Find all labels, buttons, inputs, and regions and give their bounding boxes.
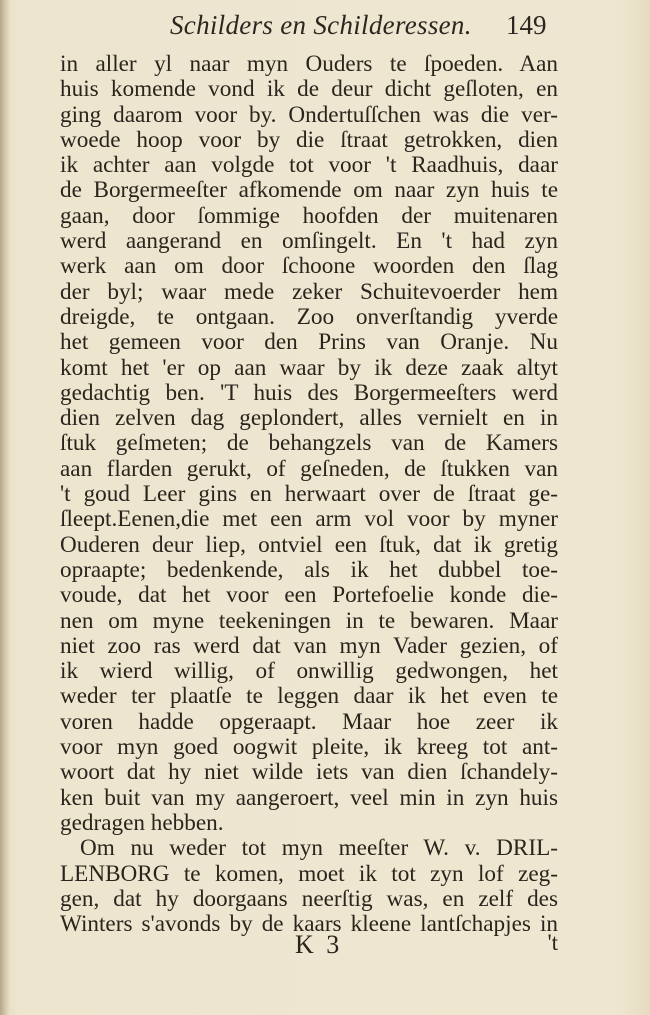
text-line: gedachtig ben. 'T huis des Borgermeeſters werd	[60, 380, 558, 406]
text-line: Ouderen deur liep, ontviel een ſtuk, dat ik gretig	[60, 532, 558, 558]
binding-shadow	[0, 0, 10, 1015]
text-line: woede hoop voor by die ſtraat getrokken, dien	[60, 127, 558, 153]
text-line: werk aan om door ſchoone woorden den ſlag	[60, 254, 558, 280]
text-line: het gemeen voor den Prins van Oranje. Nu	[60, 330, 558, 356]
text-line: komt het 'er op aan waar by ik deze zaak altyt	[60, 355, 558, 381]
text-line: huis komende vond ik de deur dicht geſloten, en	[60, 77, 558, 103]
text-line: opraapte; bedenkende, als ik het dubbel toe-	[60, 557, 558, 583]
text-line: 't goud Leer gins en herwaart over de ſtraat ge-	[60, 482, 558, 508]
page-header	[60, 8, 560, 48]
text-line: ik wierd willig, of onwillig gedwongen, het	[60, 659, 558, 685]
text-line: Winters s'avonds by de kaars kleene lantſchapjes in	[60, 912, 558, 938]
catchword: 't	[547, 930, 558, 955]
text-line: LENBORG te komen, moet ik tot zyn lof zeg-	[60, 861, 558, 887]
signature-mark: K 3	[295, 930, 343, 959]
text-line: ſleept.Eenen,die met een arm vol voor by myner	[60, 507, 558, 533]
text-line: dreigde, te ontgaan. Zoo onverſtandig yverde	[60, 304, 558, 330]
paragraph-start-line: Om nu weder tot myn meeſter W. v. DRIL-	[80, 836, 558, 862]
page-footer	[60, 930, 558, 964]
text-line: nen om myne teekeningen in te bewaren. Maar	[60, 608, 558, 634]
text-line: voor myn goed oogwit pleite, ik kreeg tot ant-	[60, 735, 558, 761]
text-line: ken buit van my aangeroert, veel min in zyn huis	[60, 785, 558, 811]
text-line: weder ter plaatſe te leggen daar ik het even te	[60, 684, 558, 710]
text-line: voude, dat het voor een Portefoelie konde die-	[60, 583, 558, 609]
paragraph-end-line: gedragen hebben.	[60, 810, 224, 836]
text-line: niet zoo ras werd dat van myn Vader gezien, of	[60, 633, 558, 659]
text-line: gen, dat hy doorgaans neerſtig was, en zelf des	[60, 886, 558, 912]
text-line: ging daarom voor by. Ondertuſſchen was die ver-	[60, 102, 558, 128]
text-line: gaan, door ſommige hoofden der muitenaren	[60, 203, 558, 229]
text-line: woort dat hy niet wilde iets van dien ſchandely-	[60, 760, 558, 786]
body-text	[60, 52, 558, 937]
text-line: voren hadde opgeraapt. Maar hoe zeer ik	[60, 709, 558, 735]
text-line: in aller yl naar myn Ouders te ſpoeden. Aan	[60, 52, 558, 77]
running-title: Schilders en Schilderessen.	[170, 10, 472, 40]
page-number: 149	[506, 10, 547, 40]
text-line: ik achter aan volgde tot voor 't Raadhuis, daar	[60, 153, 558, 179]
text-line: dien zelven dag geplondert, alles vernielt en in	[60, 406, 558, 432]
text-line: der byl; waar mede zeker Schuitevoerder hem	[60, 279, 558, 305]
text-line: werd aangerand en omſingelt. En 't had zyn	[60, 229, 558, 255]
text-line: aan flarden gerukt, of geſneden, de ſtukken van	[60, 456, 558, 482]
text-line: de Borgermeeſter afkomende om naar zyn huis te	[60, 178, 558, 204]
text-line: ſtuk geſmeten; de behangzels van de Kamers	[60, 431, 558, 457]
